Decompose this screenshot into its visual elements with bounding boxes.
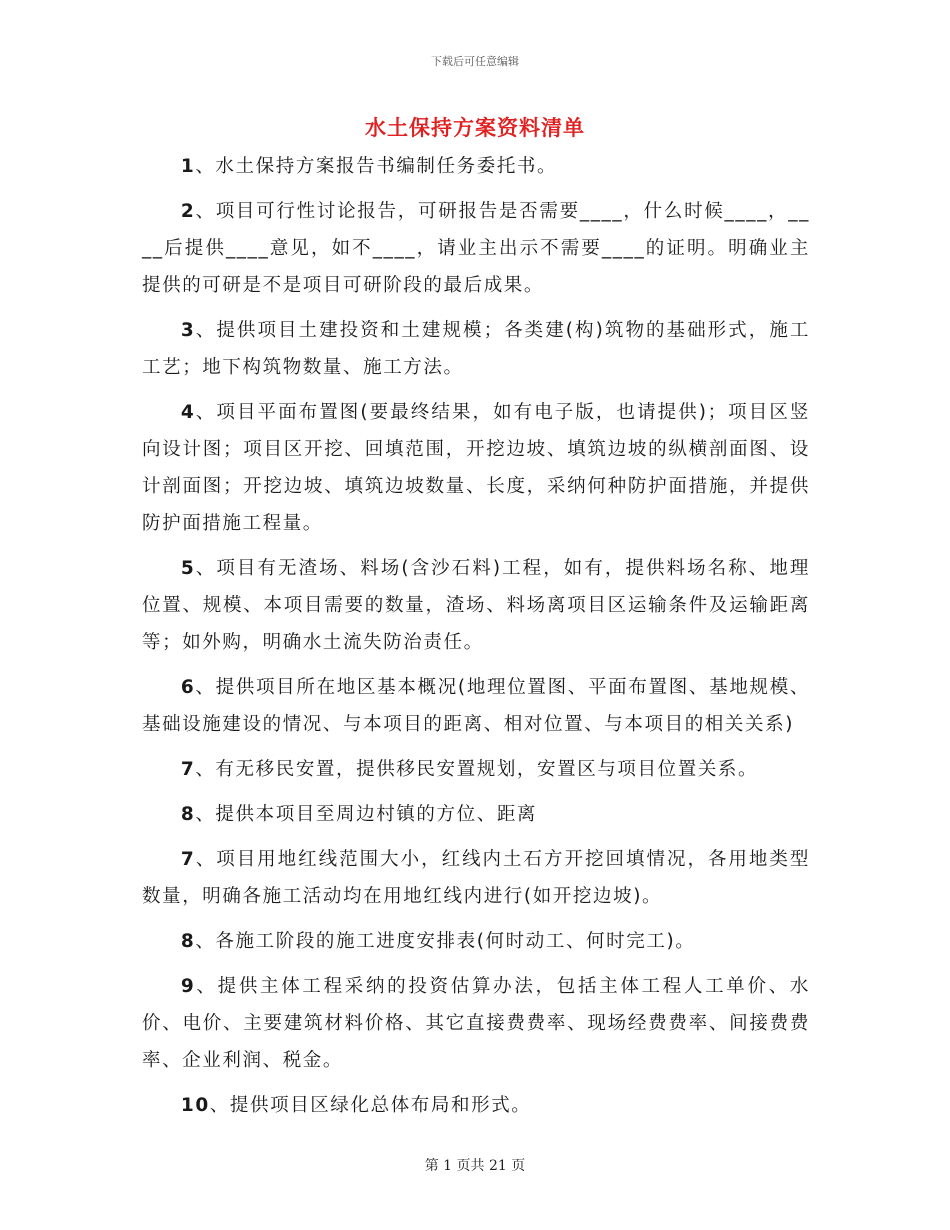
item-number: 7 xyxy=(180,759,196,780)
list-item xyxy=(142,841,810,915)
item-number: 1 xyxy=(180,156,196,177)
document-body xyxy=(142,148,810,1132)
item-text: 、提供主体工程采纳的投资估算办法，包括主体工程人工单价、水价、电价、主要建筑材料价格、其它直接费费率、现场经费费率、间接费费率、企业利润、税金。 xyxy=(142,976,810,1071)
item-number: 8 xyxy=(180,931,196,952)
list-item xyxy=(142,193,810,304)
list-item xyxy=(142,968,810,1079)
item-number: 6 xyxy=(180,677,196,698)
item-text: 、项目有无渣场、料场(含沙石料)工程，如有，提供料场名称、地理位置、规模、本项目需要的数量，渣场、料场离项目区运输条件及运输距离等；如外购，明确水土流失防治责任。 xyxy=(142,558,810,653)
list-item xyxy=(142,796,810,833)
item-text: 、提供项目所在地区基本概况(地理位置图、平面布置图、基地规模、基础设施建设的情况、与本项目的距离、相对位置、与本项目的相关关系) xyxy=(142,677,810,735)
item-text: 、提供本项目至周边村镇的方位、距离 xyxy=(195,804,538,825)
item-text: 、提供项目土建投资和土建规模；各类建(构)筑物的基础形式，施工工艺；地下构筑物数量、施工方法。 xyxy=(142,320,810,378)
list-item xyxy=(142,923,810,960)
item-number: 4 xyxy=(180,402,196,423)
item-number: 7 xyxy=(180,849,196,870)
list-item xyxy=(142,312,810,386)
item-text: 、项目可行性讨论报告，可研报告是否需要____，什么时候____，____后提供____意见，如不____，请业主出示不需要____的证明。明确业主提供的可研是不是项目可研阶段的最后成果。 xyxy=(142,201,810,296)
list-item xyxy=(142,550,810,661)
item-text: 、提供项目区绿化总体布局和形式。 xyxy=(209,1095,532,1116)
item-text: 、各施工阶段的施工进度安排表(何时动工、何时完工)。 xyxy=(195,931,696,952)
list-item xyxy=(142,751,810,788)
list-item xyxy=(142,394,810,542)
header-note: 下载后可任意编辑 xyxy=(431,55,519,68)
list-item xyxy=(142,1087,810,1124)
list-item xyxy=(142,148,810,185)
item-text: 、有无移民安置，提供移民安置规划，安置区与项目位置关系。 xyxy=(195,759,759,780)
item-number: 3 xyxy=(180,320,196,341)
item-text: 、项目平面布置图(要最终结果，如有电子版，也请提供)；项目区竖向设计图；项目区开挖、回填范围，开挖边坡、填筑边坡的纵横剖面图、设计剖面图；开挖边坡、填筑边坡数量、长度，采纳何种防护面措施，并提供防护面措施工程量。 xyxy=(142,402,810,534)
item-number: 5 xyxy=(180,558,196,579)
item-text: 、水土保持方案报告书编制任务委托书。 xyxy=(195,156,558,177)
document-title: 水土保持方案资料清单 xyxy=(365,116,585,140)
item-text: 、项目用地红线范围大小，红线内土石方开挖回填情况，各用地类型数量，明确各施工活动均在用地红线内进行(如开挖边坡)。 xyxy=(142,849,810,907)
item-number: 8 xyxy=(180,804,196,825)
list-item xyxy=(142,669,810,743)
item-number: 10 xyxy=(180,1095,210,1116)
page-number: 第 1 页共 21 页 xyxy=(424,1158,526,1174)
item-number: 2 xyxy=(180,201,196,222)
item-number: 9 xyxy=(180,976,196,997)
